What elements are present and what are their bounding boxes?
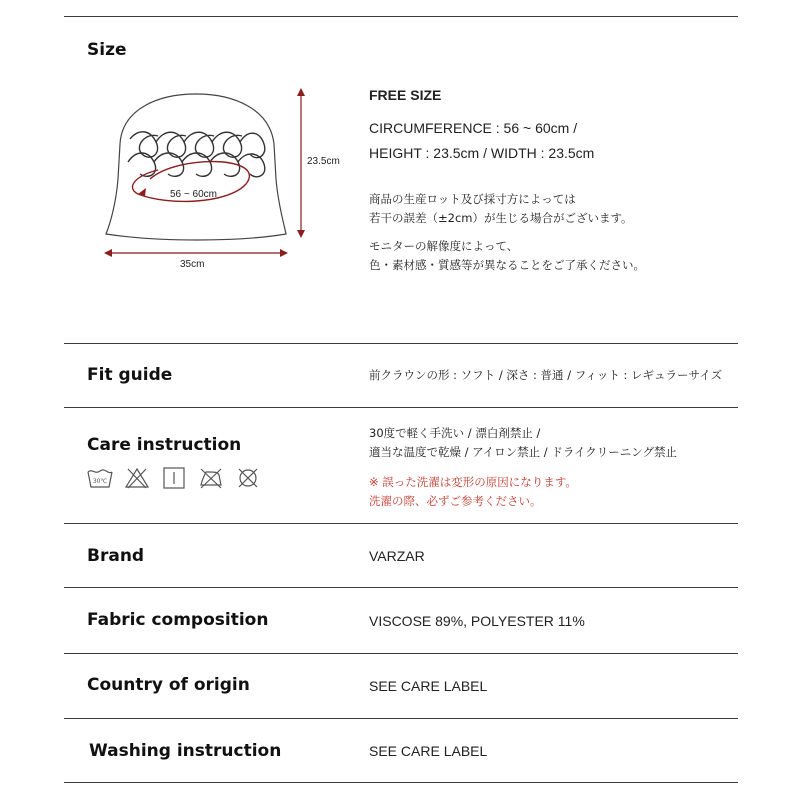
hat-size-diagram: [98, 84, 328, 274]
country-of-origin-value: SEE CARE LABEL: [369, 678, 488, 694]
fit-guide-title: Fit guide: [87, 365, 173, 385]
fabric-composition-title: Fabric composition: [87, 610, 269, 630]
spec-height-width: HEIGHT : 23.5cm / WIDTH : 23.5cm: [369, 145, 595, 161]
care-instruction-title: Care instruction: [87, 435, 242, 455]
hat-outline: [106, 94, 286, 240]
divider-brand: [64, 523, 738, 524]
width-arrowhead-right: [280, 249, 288, 257]
free-size-heading: FREE SIZE: [369, 87, 442, 103]
fit-guide-value: 前クラウンの形 : ソフト / 深さ : 普通 / フィット : レギュラーサイズ: [369, 368, 723, 382]
tumble-dry-icon: [161, 466, 187, 490]
care-warning-line2: 洗濯の際、必ずご参考ください。: [369, 494, 542, 508]
note-monitor-line2: 色・素材感・質感等が異なることをご了承ください。: [369, 258, 645, 272]
brand-value: VARZAR: [369, 548, 425, 564]
divider-bottom: [64, 782, 738, 783]
size-title: Size: [87, 40, 127, 60]
note-monitor-line1: モニターの解像度によって、: [369, 239, 519, 253]
no-iron-icon: [198, 466, 224, 490]
width-arrowhead-left: [104, 249, 112, 257]
country-of-origin-title: Country of origin: [87, 675, 250, 695]
washing-instruction-title: Washing instruction: [89, 741, 282, 761]
divider-washing: [64, 718, 738, 719]
care-line1: 30度で軽く手洗い / 漂白剤禁止 /: [369, 426, 541, 440]
wash-temp-label: 30℃: [92, 478, 108, 485]
circumference-label: 56 ~ 60cm: [170, 189, 217, 200]
no-bleach-icon: [124, 466, 150, 490]
height-arrowhead-bottom: [297, 230, 305, 238]
divider-fabric: [64, 587, 738, 588]
height-arrowhead-top: [297, 88, 305, 96]
care-line2: 適当な温度で乾燥 / アイロン禁止 / ドライクリーニング禁止: [369, 445, 678, 459]
hat-lattice-pattern: [128, 132, 265, 177]
note-measurement-line2: 若干の誤差（±2cm）が生じる場合がございます。: [369, 211, 633, 225]
no-dry-clean-icon: [235, 466, 261, 490]
washing-instruction-value: SEE CARE LABEL: [369, 743, 488, 759]
fabric-composition-value: VISCOSE 89%, POLYESTER 11%: [369, 613, 585, 629]
note-measurement-line1: 商品の生産ロット及び採寸方によっては: [369, 192, 576, 206]
care-warning-line1: ※ 誤った洗濯は変形の原因になります。: [369, 475, 577, 489]
divider-care: [64, 407, 738, 408]
width-label: 35cm: [180, 259, 205, 270]
divider-fit: [64, 343, 738, 344]
divider-origin: [64, 653, 738, 654]
height-label: 23.5cm: [307, 156, 340, 167]
hand-wash-30-icon: [87, 466, 113, 490]
divider-top: [64, 16, 738, 17]
brand-title: Brand: [87, 546, 145, 566]
spec-circumference: CIRCUMFERENCE : 56 ~ 60cm /: [369, 120, 578, 136]
